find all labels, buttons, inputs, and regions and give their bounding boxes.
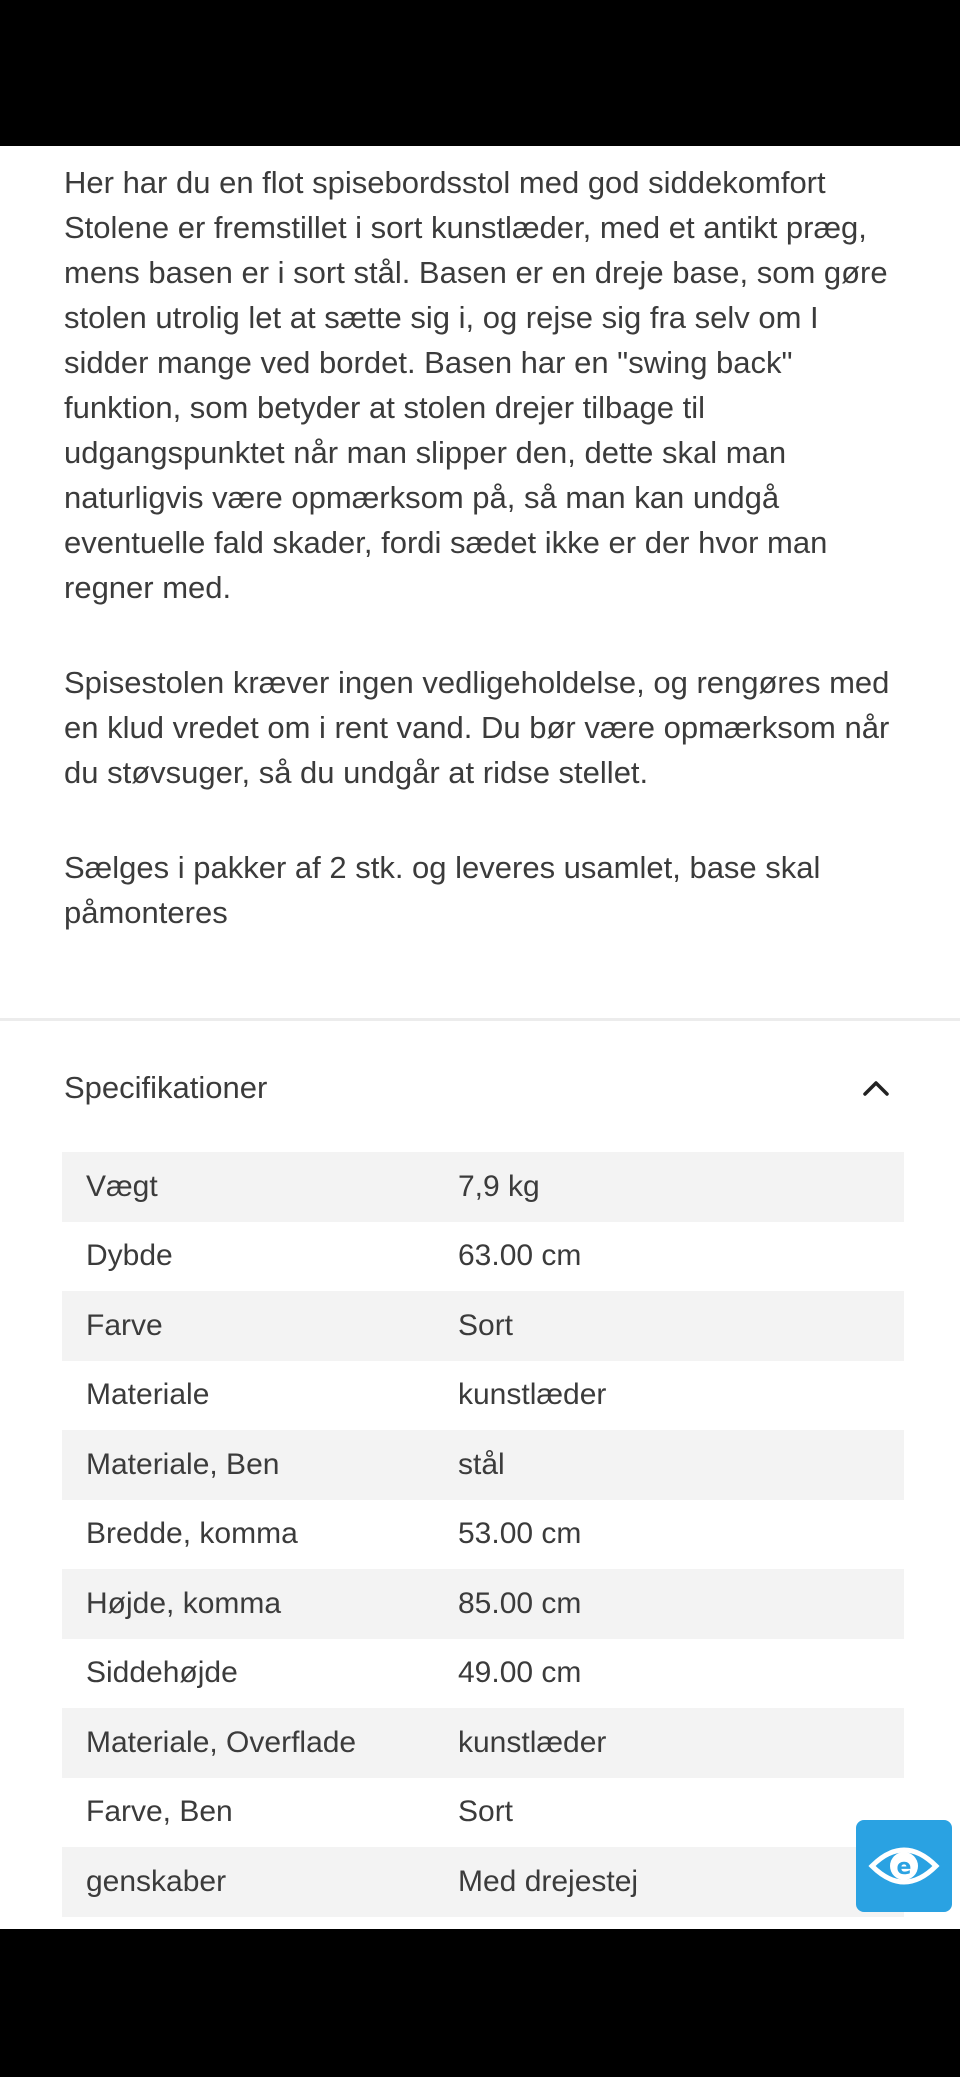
table-row	[62, 1847, 904, 1917]
product-description-page	[0, 146, 960, 1929]
description-paragraph-2: Spisestolen kræver ingen vedligeholdelse, og rengøres med en klud vredet om i rent vand. Du bør være opmærksom når du støvsuger, så du undgår at ridse stellet.	[64, 665, 890, 790]
spec-label: Bredde, komma	[86, 1517, 298, 1551]
section-divider	[0, 1018, 960, 1021]
table-row	[62, 1569, 904, 1639]
specifications-title: Specifikationer	[64, 1070, 268, 1105]
spec-label: Siddehøjde	[86, 1656, 238, 1690]
table-row	[62, 1291, 904, 1361]
spec-label: Dybde	[86, 1239, 173, 1273]
table-row	[62, 1778, 904, 1848]
svg-text:e: e	[896, 1855, 912, 1880]
spec-label: Højde, komma	[62, 1569, 458, 1639]
spec-value: 53.00 cm	[458, 1517, 582, 1551]
spec-label: Materiale, Ben	[62, 1430, 458, 1500]
eye-icon	[868, 1838, 940, 1894]
product-description	[0, 146, 960, 935]
specifications-table	[62, 1152, 904, 1917]
accessibility-eye-button[interactable]	[856, 1820, 952, 1912]
description-paragraph-1: Her har du en flot spisebordsstol med god siddekomfort Stolene er fremstillet i sort kunstlæder, med et antikt præg, mens basen er i sort stål. Basen er en dreje base, som gøre stolen utrolig let at sætte sig i, og rejse sig fra selv om I sidder mange ved bordet. Basen har en "swing back" funktion, som betyder at stolen drejer tilbage til udgangspunktet når man slipper den, dette skal man naturligvis være opmærksom på, så man kan undgå eventuelle fald skader, fordi sædet ikke er der hvor man regner med.	[64, 165, 888, 605]
spec-value: Med drejestej	[458, 1847, 904, 1917]
spec-label: Materiale, Overflade	[62, 1708, 458, 1778]
spec-value: 63.00 cm	[458, 1239, 582, 1273]
table-row	[62, 1500, 904, 1570]
spec-value: 7,9 kg	[458, 1152, 904, 1222]
spec-label: Materiale	[86, 1378, 210, 1412]
spec-value: stål	[458, 1430, 904, 1500]
spec-label: Farve, Ben	[86, 1795, 233, 1829]
table-row	[62, 1708, 904, 1778]
spec-label: Farve	[62, 1291, 458, 1361]
spec-value: kunstlæder	[458, 1708, 904, 1778]
description-paragraph-3: Sælges i pakker af 2 stk. og leveres usamlet, base skal påmonteres	[64, 850, 821, 930]
spec-value: Sort	[458, 1795, 514, 1829]
table-row	[62, 1430, 904, 1500]
chevron-up-icon[interactable]	[856, 1068, 896, 1108]
specifications-accordion-header[interactable]	[64, 1058, 896, 1118]
spec-value: 49.00 cm	[458, 1656, 582, 1690]
spec-label: Vægt	[62, 1152, 458, 1222]
spec-value: kunstlæder	[458, 1378, 607, 1412]
table-row	[62, 1152, 904, 1222]
spec-label: genskaber	[62, 1847, 458, 1917]
spec-value: Sort	[458, 1291, 904, 1361]
spec-value: 85.00 cm	[458, 1569, 904, 1639]
table-row	[62, 1222, 904, 1292]
table-row	[62, 1639, 904, 1709]
table-row	[62, 1361, 904, 1431]
